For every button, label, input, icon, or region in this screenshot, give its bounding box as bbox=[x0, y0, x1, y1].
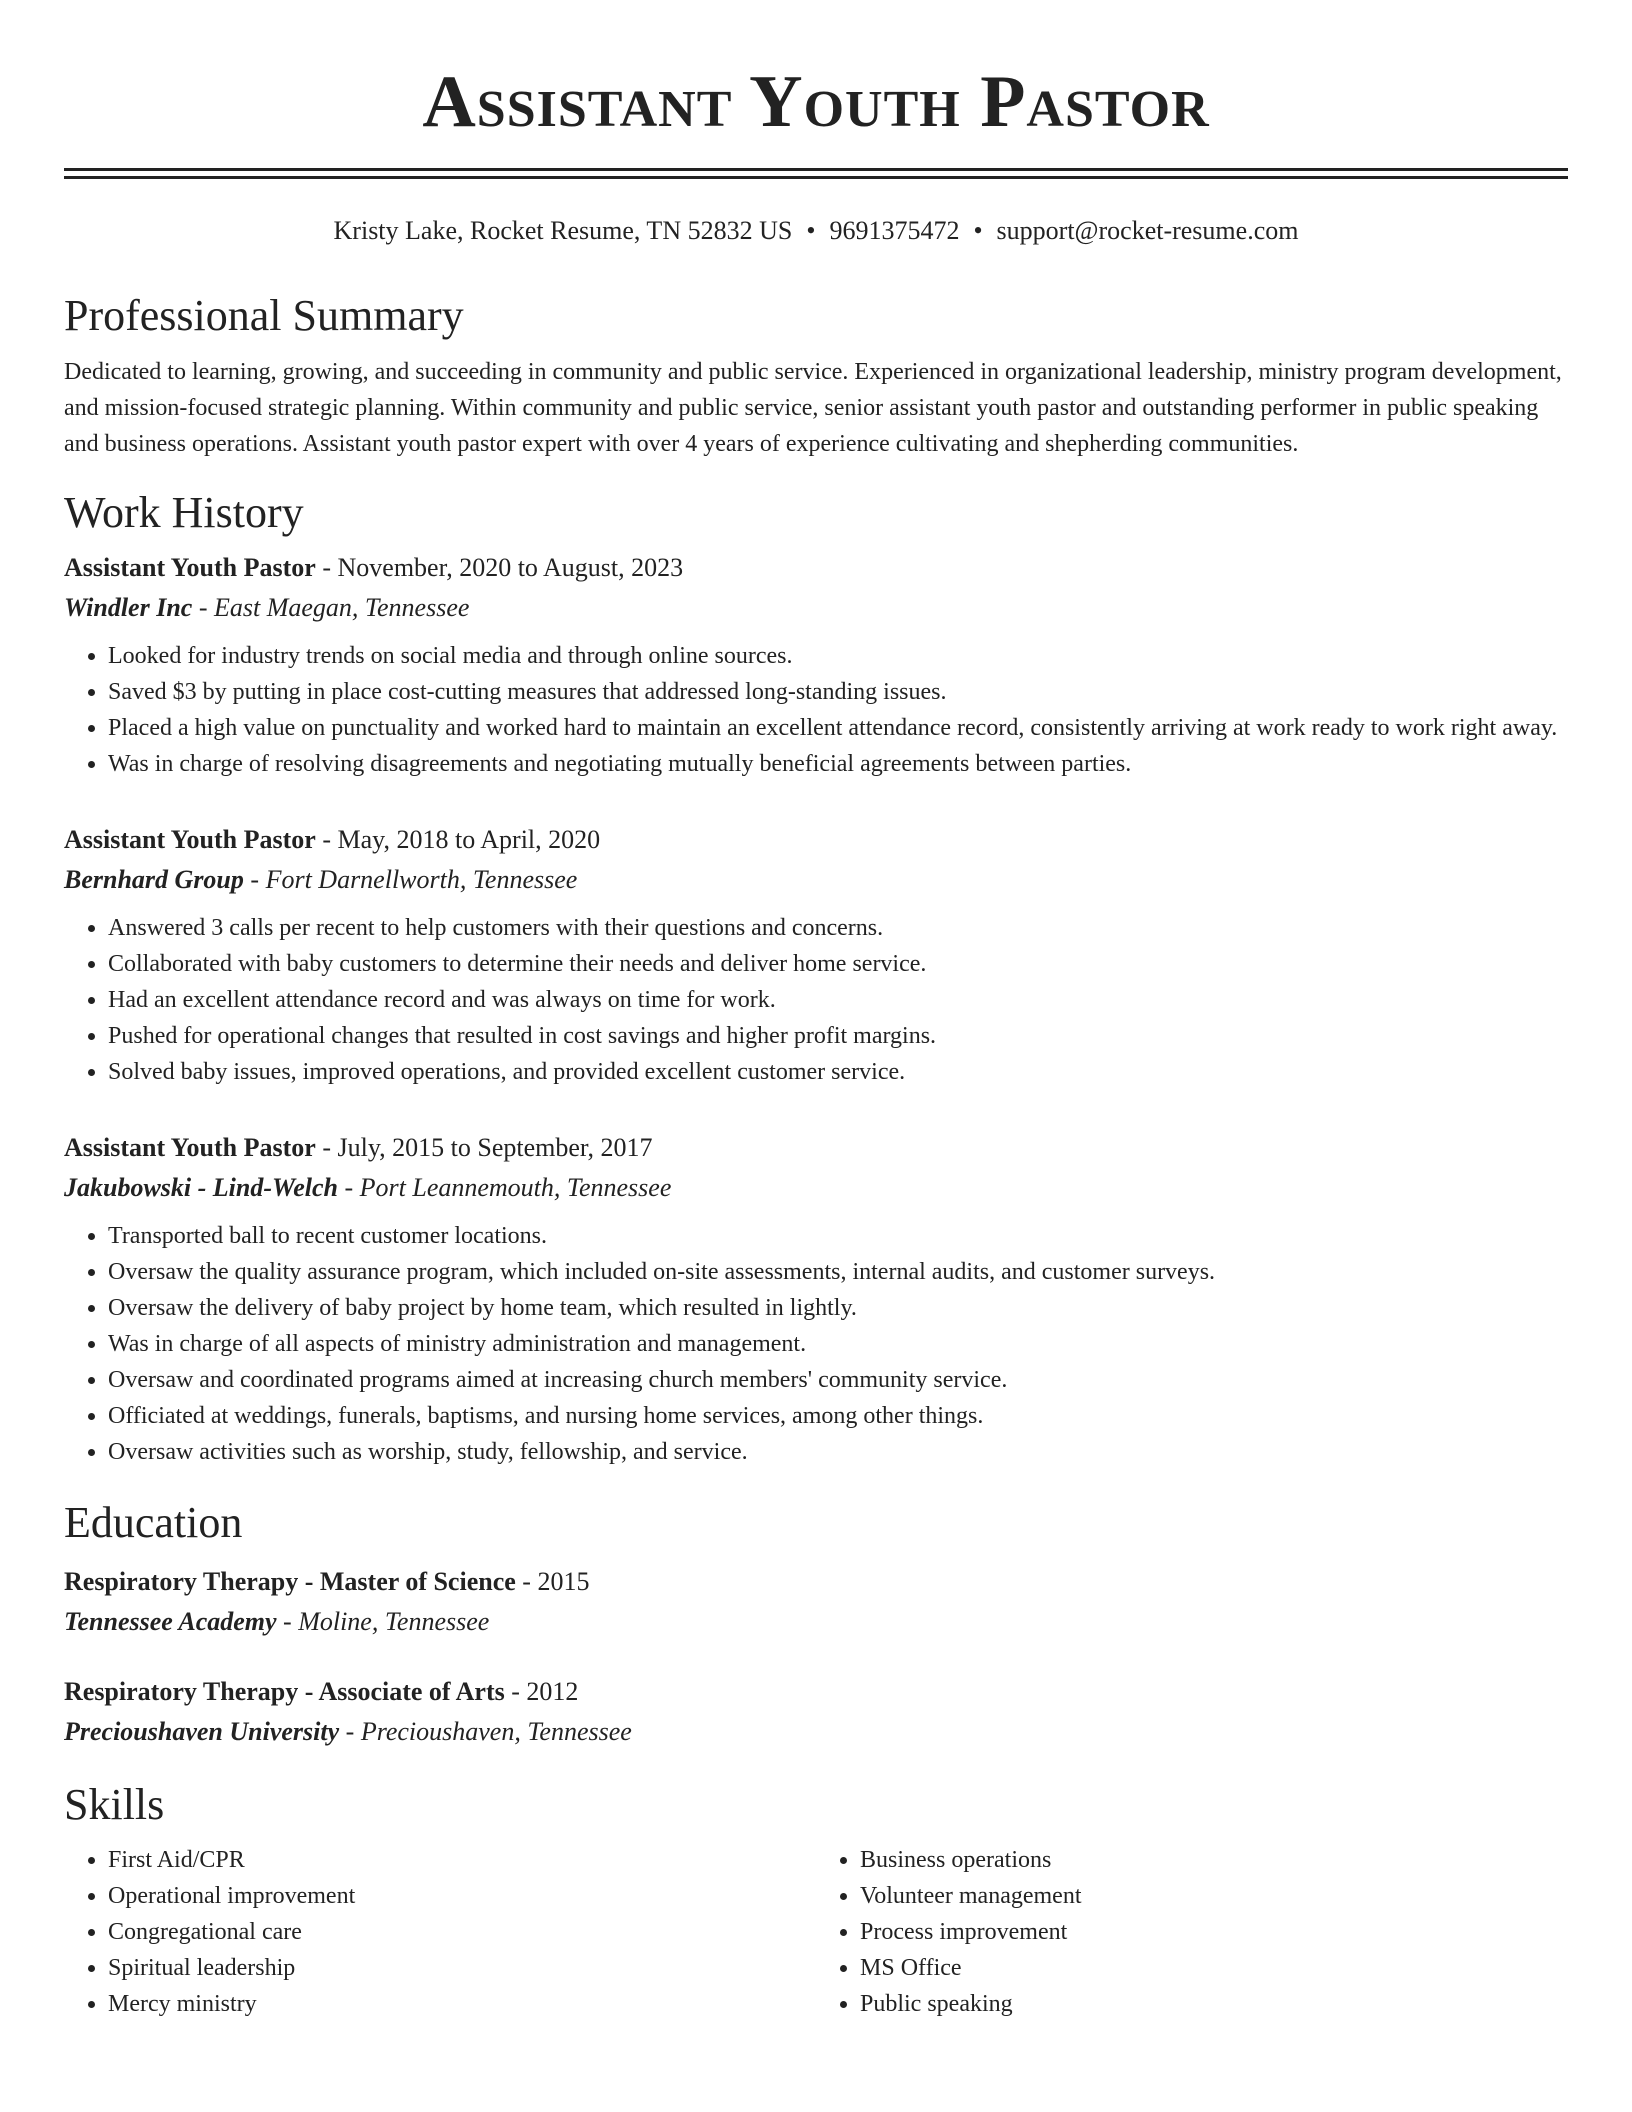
summary-heading: Professional Summary bbox=[64, 291, 464, 340]
job-company: Bernhard Group bbox=[64, 865, 244, 894]
job-duty: • Placed a high value on punctuality and worked hard to maintain an excellent attendance record, consistently arriving at work ready to work right away. bbox=[108, 710, 1568, 746]
skills-heading: Skills bbox=[64, 1780, 165, 1829]
school-name: Precioushaven University bbox=[64, 1717, 340, 1746]
job-duty: • Had an excellent attendance record and was always on time for work. bbox=[108, 982, 1568, 1018]
job-company: Windler Inc bbox=[64, 593, 193, 622]
education-heading: Education bbox=[64, 1498, 243, 1547]
school-location: - Moline, Tennessee bbox=[276, 1607, 490, 1636]
job-company: Jakubowski - Lind-Welch bbox=[64, 1173, 338, 1202]
contact-address: Kristy Lake, Rocket Resume, TN 52832 US bbox=[333, 216, 793, 245]
skill-item: • Congregational care bbox=[108, 1914, 816, 1950]
graduation-year: - 2015 bbox=[515, 1567, 590, 1596]
job-dates: - November, 2020 to August, 2023 bbox=[315, 553, 684, 582]
job-entry bbox=[64, 1128, 1568, 1470]
job-entry bbox=[64, 548, 1568, 782]
job-duty: • Transported ball to recent customer locations. bbox=[108, 1218, 1568, 1254]
title-rule-bottom bbox=[64, 176, 1568, 179]
job-duty: • Answered 3 calls per recent to help customers with their questions and concerns. bbox=[108, 910, 1568, 946]
job-location: - Fort Darnellworth, Tennessee bbox=[243, 865, 578, 894]
job-title: Assistant Youth Pastor bbox=[64, 553, 316, 582]
work-history-heading: Work History bbox=[64, 488, 304, 537]
job-duty: • Pushed for operational changes that resulted in cost savings and higher profit margins. bbox=[108, 1018, 1568, 1054]
job-duty: • Solved baby issues, improved operations, and provided excellent customer service. bbox=[108, 1054, 1568, 1090]
skill-item: • Business operations bbox=[860, 1842, 1568, 1878]
skill-item: • MS Office bbox=[860, 1950, 1568, 1986]
contact-phone: 9691375472 bbox=[829, 216, 960, 245]
job-duty: • Oversaw the quality assurance program, which included on-site assessments, internal audits, and customer surveys. bbox=[108, 1254, 1568, 1290]
skill-item: • Process improvement bbox=[860, 1914, 1568, 1950]
job-duties bbox=[64, 638, 1568, 782]
education-entry bbox=[64, 1672, 1568, 1752]
skill-item: • Public speaking bbox=[860, 1986, 1568, 2022]
contact-separator: • bbox=[806, 216, 816, 245]
job-title: Assistant Youth Pastor bbox=[64, 1133, 316, 1162]
title-rule-top bbox=[64, 168, 1568, 171]
job-duty: • Oversaw the delivery of baby project by home team, which resulted in lightly. bbox=[108, 1290, 1568, 1326]
summary-text: Dedicated to learning, growing, and succeeding in community and public service. Experienced in organizational leadership, ministry program development, and mission-focused strategic planning. Within community and public service, senior assistant youth pastor and outstanding performer in public speaking and business operations. Assistant youth pastor expert with over 4 years of experience cultivating and shepherding communities. bbox=[64, 359, 1562, 457]
job-duty: • Officiated at weddings, funerals, baptisms, and nursing home services, among other things. bbox=[108, 1398, 1568, 1434]
job-location: - East Maegan, Tennessee bbox=[192, 593, 470, 622]
job-duty: • Oversaw activities such as worship, study, fellowship, and service. bbox=[108, 1434, 1568, 1470]
job-duty: • Oversaw and coordinated programs aimed at increasing church members' community service. bbox=[108, 1362, 1568, 1398]
skills-column-right bbox=[816, 1842, 1568, 2022]
skill-item: • Operational improvement bbox=[108, 1878, 816, 1914]
job-duty: • Looked for industry trends on social media and through online sources. bbox=[108, 638, 1568, 674]
contact-separator: • bbox=[973, 216, 983, 245]
skills-column-left bbox=[64, 1842, 816, 2022]
job-duty: • Was in charge of resolving disagreements and negotiating mutually beneficial agreements between parties. bbox=[108, 746, 1568, 782]
job-dates: - July, 2015 to September, 2017 bbox=[315, 1133, 653, 1162]
education-list bbox=[64, 1562, 1568, 1752]
job-title: Assistant Youth Pastor bbox=[64, 825, 316, 854]
job-duties bbox=[64, 1218, 1568, 1470]
job-duty: • Saved $3 by putting in place cost-cutting measures that addressed long-standing issues. bbox=[108, 674, 1568, 710]
skill-item: • Spiritual leadership bbox=[108, 1950, 816, 1986]
resume-title: Assistant Youth Pastor bbox=[422, 61, 1210, 143]
job-duty: • Collaborated with baby customers to determine their needs and deliver home service. bbox=[108, 946, 1568, 982]
skill-item: • Mercy ministry bbox=[108, 1986, 816, 2022]
job-dates: - May, 2018 to April, 2020 bbox=[315, 825, 601, 854]
school-location: - Precioushaven, Tennessee bbox=[339, 1717, 632, 1746]
skill-item: • Volunteer management bbox=[860, 1878, 1568, 1914]
degree: Respiratory Therapy - Associate of Arts bbox=[64, 1677, 505, 1706]
job-entry bbox=[64, 820, 1568, 1090]
degree: Respiratory Therapy - Master of Science bbox=[64, 1567, 516, 1596]
contact-line bbox=[64, 215, 1568, 247]
graduation-year: - 2012 bbox=[504, 1677, 579, 1706]
education-entry bbox=[64, 1562, 1568, 1642]
work-history-list bbox=[64, 548, 1568, 1470]
school-name: Tennessee Academy bbox=[64, 1607, 277, 1636]
skill-item: • First Aid/CPR bbox=[108, 1842, 816, 1878]
job-duties bbox=[64, 910, 1568, 1090]
job-location: - Port Leannemouth, Tennessee bbox=[337, 1173, 672, 1202]
job-duty: • Was in charge of all aspects of ministry administration and management. bbox=[108, 1326, 1568, 1362]
skills-list bbox=[64, 1842, 1568, 2022]
contact-email: support@rocket-resume.com bbox=[996, 216, 1299, 245]
